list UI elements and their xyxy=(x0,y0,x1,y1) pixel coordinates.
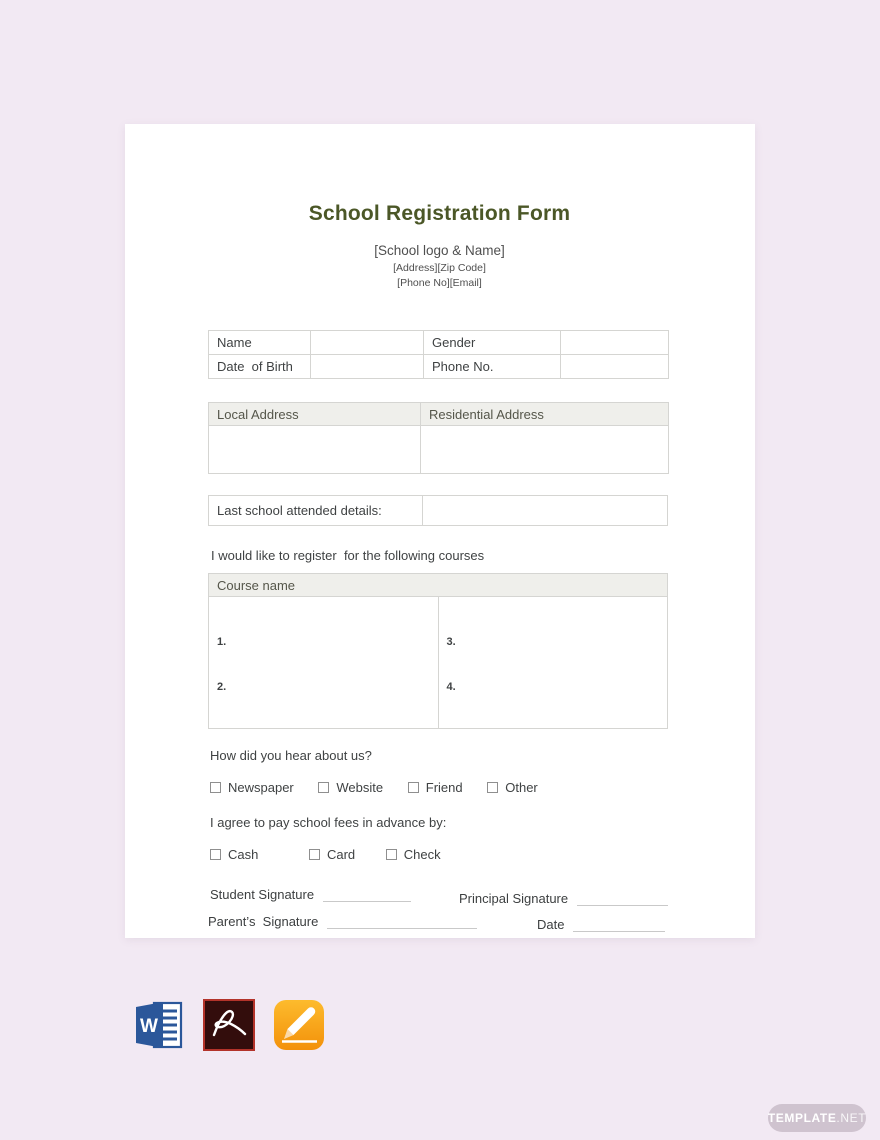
residential-address-header: Residential Address xyxy=(421,403,669,426)
cash-label: Cash xyxy=(228,847,259,862)
address-table xyxy=(208,402,669,474)
date-line xyxy=(573,918,665,932)
cash-option xyxy=(210,847,258,862)
course-item-4: 4. xyxy=(446,681,456,693)
payment-statement: I agree to pay school fees in advance by: xyxy=(210,815,447,830)
newspaper-option xyxy=(210,780,294,795)
principal-signature-label: Principal Signature xyxy=(459,891,569,906)
check-option xyxy=(386,847,441,862)
student-signature-label: Student Signature xyxy=(210,887,315,902)
svg-text:W: W xyxy=(140,1016,158,1037)
newspaper-label: Newspaper xyxy=(228,780,294,795)
dob-value-cell xyxy=(311,355,424,379)
course-item-2: 2. xyxy=(217,681,227,693)
payment-options xyxy=(208,847,671,862)
friend-option xyxy=(408,780,463,795)
course-list-right-cell xyxy=(438,597,668,729)
website-option xyxy=(318,780,383,795)
gender-value-cell xyxy=(561,331,669,355)
course-list-left-cell xyxy=(209,597,439,729)
word-icon[interactable] xyxy=(133,999,185,1051)
courses-intro-text: I would like to register for the following courses xyxy=(211,548,485,563)
other-checkbox xyxy=(487,782,498,793)
table-row xyxy=(209,355,669,379)
school-logo-name-placeholder: [School logo & Name] xyxy=(374,243,505,258)
date-field xyxy=(537,917,665,932)
other-option xyxy=(487,780,538,795)
cash-checkbox xyxy=(210,849,221,860)
residential-address-cell xyxy=(421,426,669,474)
local-address-header: Local Address xyxy=(209,403,421,426)
name-value-cell xyxy=(311,331,424,355)
template-net-badge[interactable] xyxy=(768,1104,866,1132)
parent-signature-label: Parent’s Signature xyxy=(208,914,319,929)
personal-info-table xyxy=(208,330,669,379)
name-label: Name xyxy=(209,331,311,355)
course-name-header: Course name xyxy=(209,574,668,597)
table-row xyxy=(209,426,669,474)
address-placeholder: [Address][Zip Code] xyxy=(393,262,486,274)
table-row xyxy=(209,403,669,426)
pages-icon[interactable] xyxy=(273,999,325,1051)
other-label: Other xyxy=(505,780,538,795)
parent-signature-line xyxy=(327,915,477,929)
check-checkbox xyxy=(386,849,397,860)
table-row xyxy=(209,574,668,597)
hear-about-options xyxy=(208,780,671,795)
friend-checkbox xyxy=(408,782,419,793)
parent-signature-field xyxy=(208,914,477,929)
contact-placeholder: [Phone No][Email] xyxy=(397,277,482,289)
last-school-value-cell xyxy=(423,496,668,526)
check-label: Check xyxy=(403,847,441,862)
principal-signature-line xyxy=(577,892,668,906)
table-row xyxy=(209,597,668,729)
newspaper-checkbox xyxy=(210,782,221,793)
signature-section xyxy=(208,887,671,947)
dob-label: Date of Birth xyxy=(209,355,311,379)
card-option xyxy=(309,847,355,862)
table-row xyxy=(209,331,669,355)
badge-bold-text: TEMPLATE xyxy=(767,1111,837,1125)
hear-about-question: How did you hear about us? xyxy=(210,748,372,763)
table-row xyxy=(209,496,668,526)
principal-signature-field xyxy=(459,891,668,906)
page-title: School Registration Form xyxy=(308,202,571,225)
student-signature-line xyxy=(323,888,411,902)
card-label: Card xyxy=(326,847,356,862)
course-item-3: 3. xyxy=(446,636,456,648)
last-school-table xyxy=(208,495,668,526)
phone-value-cell xyxy=(561,355,669,379)
local-address-cell xyxy=(209,426,421,474)
course-table xyxy=(208,573,668,729)
card-checkbox xyxy=(309,849,320,860)
badge-rest-text: .NET xyxy=(836,1111,867,1125)
last-school-label: Last school attended details: xyxy=(209,496,423,526)
website-checkbox xyxy=(318,782,329,793)
gender-label: Gender xyxy=(424,331,561,355)
document-page xyxy=(125,124,755,938)
website-label: Website xyxy=(336,780,384,795)
phone-label: Phone No. xyxy=(424,355,561,379)
pdf-icon[interactable] xyxy=(203,999,255,1051)
student-signature-field xyxy=(210,887,411,902)
date-label: Date xyxy=(537,917,565,932)
course-item-1: 1. xyxy=(217,636,227,648)
friend-label: Friend xyxy=(425,780,463,795)
file-format-icons xyxy=(133,999,325,1051)
